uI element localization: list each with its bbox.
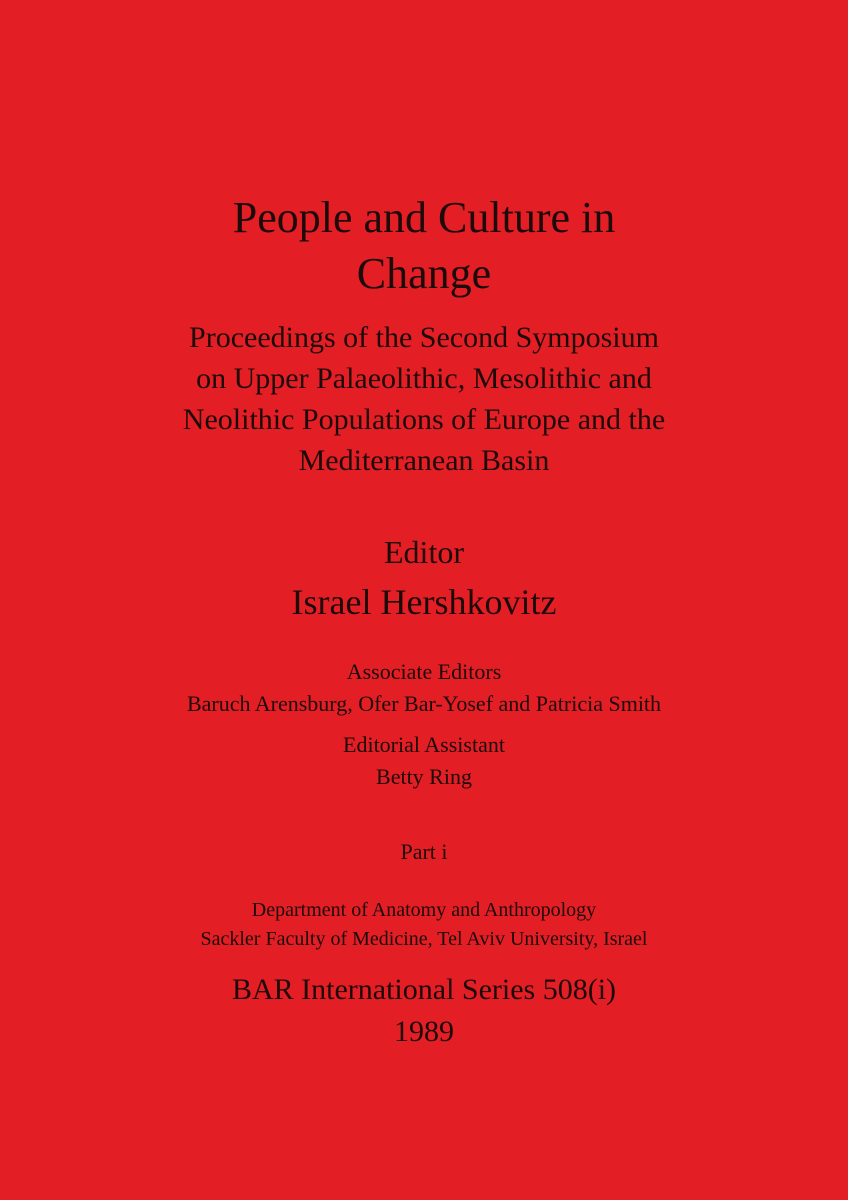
associate-editors-label: Associate Editors: [346, 659, 502, 684]
editor-label: Editor: [384, 534, 464, 570]
subtitle-line-3: Neolithic Populations of Europe and the: [182, 403, 666, 436]
associate-editors-names: Baruch Arensburg, Ofer Bar-Yosef and Patricia Smith: [186, 691, 662, 716]
publication-year: 1989: [394, 1015, 454, 1048]
subtitle-line-1: Proceedings of the Second Symposium: [189, 321, 659, 354]
subtitle-line-2: on Upper Palaeolithic, Mesolithic and: [196, 362, 652, 395]
part-label: Part i: [400, 839, 448, 864]
editorial-assistant-label: Editorial Assistant: [343, 732, 505, 757]
title-line-2: Change: [356, 249, 492, 298]
department-line-1: Department of Anatomy and Anthropology: [251, 899, 597, 921]
subtitle-line-4: Mediterranean Basin: [298, 444, 550, 477]
editor-name: Israel Hershkovitz: [291, 582, 557, 622]
series-label: BAR International Series 508(i): [231, 973, 617, 1006]
editorial-assistant-name: Betty Ring: [376, 764, 472, 789]
department-line-2: Sackler Faculty of Medicine, Tel Aviv University, Israel: [200, 928, 648, 950]
title-line-1: People and Culture in: [232, 193, 616, 242]
